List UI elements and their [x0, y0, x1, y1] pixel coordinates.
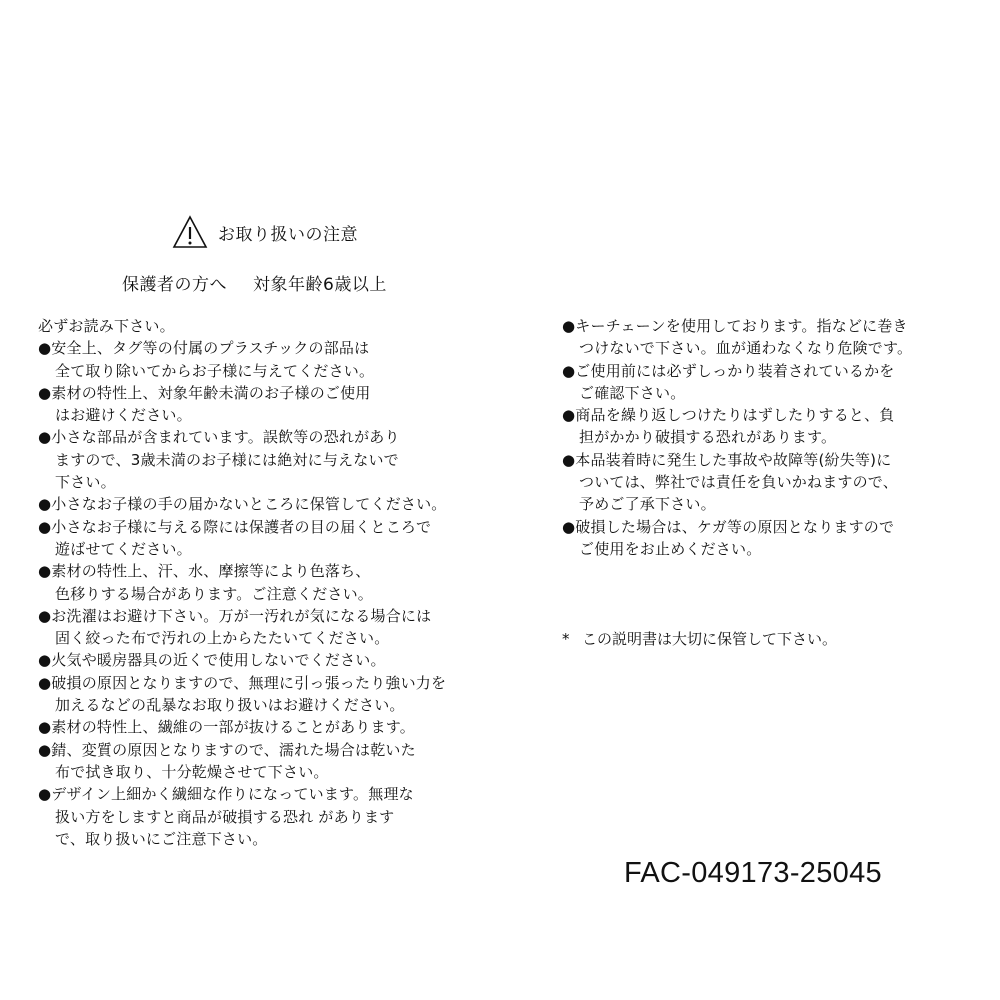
caution-item	[38, 605, 518, 650]
caution-item-line: ますので、3歳未満のお子様には絶対に与えないで	[55, 450, 399, 469]
caution-item-line: ついては、弊社では責任を負いかねますので、	[579, 473, 898, 492]
caution-title: お取り扱いの注意	[218, 224, 358, 245]
note-text: この説明書は大切に保管して下さい。	[582, 630, 838, 648]
caution-item	[38, 672, 518, 717]
caution-item-line: 全て取り除いてからお子様に与えてください。	[55, 361, 375, 380]
product-code: FAC-049173-25045	[624, 857, 882, 889]
caution-item	[38, 560, 518, 605]
caution-item-line: ●素材の特性上、繊維の一部が抜けることがあります。	[38, 718, 415, 737]
caution-item	[562, 404, 982, 449]
caution-item-line: ●小さなお子様の手の届かないところに保管してください。	[38, 495, 447, 514]
caution-item-line: 担がかかり破損する恐れがあります。	[579, 428, 837, 447]
caution-item-line: 固く絞った布で汚れの上からたたいてください。	[55, 629, 390, 648]
warning-triangle-icon	[172, 214, 208, 250]
caution-item-line: ●小さな部品が含まれています。誤飲等の恐れがあり	[38, 428, 400, 447]
caution-item-line: ●キーチェーンを使用しております。指などに巻き	[562, 317, 908, 335]
caution-item-line: ●ご使用前には必ずしっかり装着されているかを	[562, 361, 895, 380]
caution-item-line: ●火気や暖房器具の近くで使用しないでください。	[38, 651, 386, 670]
keep-manual-note	[562, 628, 837, 649]
caution-item	[562, 516, 982, 561]
caution-item-line: つけないで下さい。血が通わなくなり危険です。	[579, 339, 913, 358]
caution-item-line: 予めご了承下さい。	[579, 495, 716, 514]
caution-item-line: はお避けください。	[55, 406, 192, 425]
caution-item	[38, 783, 518, 850]
caution-item	[38, 649, 518, 671]
note-asterisk: *	[562, 630, 570, 648]
caution-item	[38, 426, 518, 493]
caution-item-line: ●破損の原因となりますので、無理に引っ張ったり強い力を	[38, 673, 447, 692]
caution-item-line: ●商品を繰り返しつけたりはずしたりすると、負	[562, 406, 895, 425]
caution-item-line: ●本品装着時に発生した事故や故障等(紛失等)に	[562, 450, 892, 469]
caution-item-line: ●安全上、タグ等の付属のプラスチックの部品は	[38, 339, 370, 358]
caution-item-line: 扱い方をしますと商品が破損する恐れ があります	[55, 807, 395, 826]
caution-item-line: ご確認下さい。	[579, 383, 686, 402]
caution-item-line: 加えるなどの乱暴なお取り扱いはお避けください。	[55, 696, 405, 715]
caution-item	[38, 716, 518, 738]
intro-text: 必ずお読み下さい。	[38, 317, 175, 335]
left-instructions-column	[38, 315, 518, 850]
caution-item	[562, 360, 982, 405]
caution-item	[38, 739, 518, 784]
audience-age-label: 対象年齢6歳以上	[253, 275, 387, 295]
caution-item-line: ●お洗濯はお避け下さい。万が一汚れが気になる場合には	[38, 606, 432, 625]
caution-item	[562, 449, 982, 516]
caution-item	[562, 315, 982, 360]
right-instructions-column	[562, 315, 982, 560]
caution-item	[38, 516, 518, 561]
caution-item	[38, 337, 518, 382]
caution-item	[38, 493, 518, 515]
target-audience	[122, 270, 387, 295]
caution-item-line: ●素材の特性上、汗、水、摩擦等により色落ち、	[38, 562, 371, 581]
caution-item-line: ご使用をお止めください。	[579, 539, 762, 558]
caution-item-line: 色移りする場合があります。ご注意ください。	[55, 584, 374, 603]
caution-item-line: で、取り扱いにご注意下さい。	[55, 829, 268, 848]
caution-item-line: 布で拭き取り、十分乾燥させて下さい。	[55, 762, 329, 781]
audience-guardian-label: 保護者の方へ	[122, 275, 227, 295]
caution-item-line: ●錆、変質の原因となりますので、濡れた場合は乾いた	[38, 740, 416, 759]
caution-item-line: ●小さなお子様に与える際には保護者の目の届くところで	[38, 517, 432, 536]
caution-item	[38, 382, 518, 427]
caution-item-line: 下さい。	[55, 473, 116, 492]
caution-heading	[172, 212, 358, 252]
caution-item-line: ●素材の特性上、対象年齢未満のお子様のご使用	[38, 383, 371, 402]
caution-item-line: 遊ばせてください。	[55, 539, 192, 558]
caution-item-line: ●デザイン上細かく繊細な作りになっています。無理な	[38, 785, 414, 804]
caution-item-line: ●破損した場合は、ケガ等の原因となりますので	[562, 517, 895, 536]
